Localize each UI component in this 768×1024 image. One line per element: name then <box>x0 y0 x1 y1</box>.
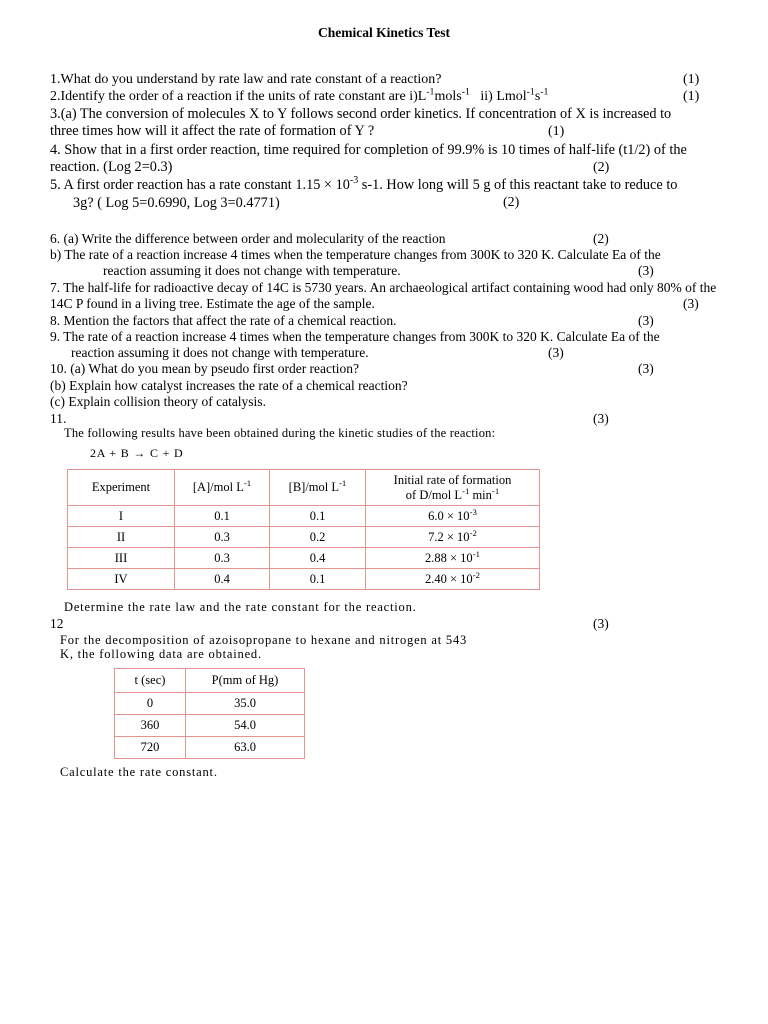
question-11-intro: The following results have been obtained during the kinetic studies of the reaction: <box>64 426 496 440</box>
cell-pressure: 63.0 <box>186 737 305 759</box>
question-10b: (b) Explain how catalyst increases the rate of a chemical reaction? <box>50 378 408 393</box>
cell-time: 0 <box>115 693 186 715</box>
question-10: 10. (a) What do you mean by pseudo first order reaction? <box>50 361 360 376</box>
cell-experiment: II <box>68 527 175 548</box>
header-b-concentration: [B]/mol $L^{-1}$ <box>270 470 366 506</box>
question-11-number: 11. <box>50 411 67 426</box>
question-7-line-1: 7. The half-life for radioactive decay of 14C is 5730 years. An archaeological artifact containing wood had only 80% of the <box>50 280 717 295</box>
question-12-intro-line-2: K, the following data are obtained. <box>60 647 262 661</box>
question-3-line-2: three times how will it affect the rate of formation of Y ? <box>50 123 375 139</box>
table-header-row <box>68 470 540 506</box>
table-row <box>68 527 540 548</box>
question-2-mark: (1) <box>683 89 700 104</box>
question-4-line-2: reaction. (Log 2=0.3) <box>50 159 173 175</box>
header-time: t (sec) <box>115 669 186 693</box>
cell-time: 360 <box>115 715 186 737</box>
cell-a: 0.3 <box>175 548 270 569</box>
cell-time: 720 <box>115 737 186 759</box>
question-4-mark: (2) <box>593 160 610 175</box>
question-6-mark: (2) <box>593 231 609 246</box>
question-10-mark: (3) <box>638 361 654 376</box>
question-7-line-2: 14C P found in a living tree. Estimate the age of the sample. <box>50 296 375 311</box>
table-row <box>68 548 540 569</box>
table-row <box>115 715 305 737</box>
cell-experiment: III <box>68 548 175 569</box>
cell-rate: $2.88 \times 10^{-1}$ <box>366 548 540 569</box>
question-8-mark: (3) <box>638 313 654 328</box>
table-row <box>68 569 540 590</box>
question-9-line-1: 9. The rate of a reaction increase 4 times when the temperature changes from 300K to 320 K. Calculate Ea of the <box>50 329 660 344</box>
question-9-line-2: reaction assuming it does not change with temperature. <box>71 345 369 360</box>
question-12-number: 12 <box>50 616 64 631</box>
table-row <box>115 693 305 715</box>
cell-rate: $7.2 \times 10^{-2}$ <box>366 527 540 548</box>
question-11-reaction: 2A + B → C + D <box>90 446 184 460</box>
question-11-mark: (3) <box>593 411 609 426</box>
header-initial-rate: Initial rate of formation of D/mol $L^{-1}$ $\min^{-1}$ <box>366 470 540 506</box>
cell-a: 0.4 <box>175 569 270 590</box>
question-8: 8. Mention the factors that affect the rate of a chemical reaction. <box>50 313 397 328</box>
question-3-mark: (1) <box>548 124 565 139</box>
cell-b: 0.1 <box>270 569 366 590</box>
cell-pressure: 54.0 <box>186 715 305 737</box>
question-2: 2.Identify the order of a reaction if the units of rate constant are $i)L^{-1}mols^{-1}$ ii) $Lmol^{-1}s^{-1}$ <box>50 86 549 104</box>
question-6b-line-1: b) The rate of a reaction increase 4 times when the temperature changes from 300K to 320 K. Calculate Ea of the <box>50 247 661 262</box>
question-6: 6. (a) Write the difference between order and molecularity of the reaction <box>50 231 446 246</box>
question-1-mark: (1) <box>683 72 700 87</box>
question-6b-line-2: reaction assuming it does not change with temperature. <box>103 263 401 278</box>
cell-pressure: 35.0 <box>186 693 305 715</box>
header-a-concentration: [A]/mol $L^{-1}$ <box>175 470 270 506</box>
page-title: Chemical Kinetics Test <box>318 25 450 40</box>
question-5-line-2: 3g? ( Log 5=0.6990, Log 3=0.4771) <box>73 195 280 211</box>
cell-b: 0.4 <box>270 548 366 569</box>
table-row <box>115 737 305 759</box>
table-header-row <box>115 669 305 693</box>
question-5-mark: (2) <box>503 195 520 210</box>
table-row <box>68 506 540 527</box>
question-1: 1.What do you understand by rate law and rate constant of a reaction? <box>50 72 442 87</box>
cell-rate: $6.0 \times 10^{-3}$ <box>366 506 540 527</box>
question-12-footer: Calculate the rate constant. <box>60 765 218 779</box>
cell-rate: $2.40 \times 10^{-2}$ <box>366 569 540 590</box>
question-12-mark: (3) <box>593 616 609 631</box>
cell-a: 0.1 <box>175 506 270 527</box>
cell-b: 0.2 <box>270 527 366 548</box>
header-experiment: Experiment <box>68 470 175 506</box>
cell-b: 0.1 <box>270 506 366 527</box>
question-7-mark: (3) <box>683 296 699 311</box>
question-11-footer: Determine the rate law and the rate constant for the reaction. <box>64 600 417 614</box>
decomposition-data-table <box>114 668 305 759</box>
header-pressure: P(mm of Hg) <box>186 669 305 693</box>
question-3-line-1: 3.(a) The conversion of molecules X to Y follows second order kinetics. If concentration of X is increased to <box>50 106 672 122</box>
cell-a: 0.3 <box>175 527 270 548</box>
question-9-mark: (3) <box>548 345 564 360</box>
cell-experiment: I <box>68 506 175 527</box>
question-10c: (c) Explain collision theory of catalysis. <box>50 394 266 409</box>
question-6b-mark: (3) <box>638 263 654 278</box>
kinetics-data-table <box>67 469 540 590</box>
question-4-line-1: 4. Show that in a first order reaction, time required for completion of 99.9% is 10 times of half-life (t1/2) of the <box>50 142 687 158</box>
question-12-intro-line-1: For the decomposition of azoisopropane to hexane and nitrogen at 543 <box>60 633 468 647</box>
cell-experiment: IV <box>68 569 175 590</box>
question-5-line-1: 5. A first order reaction has a rate constant $1.15 \times 10^{-3}$ s-1. How long will 5 g of this reactant take to reduce to <box>50 175 678 193</box>
